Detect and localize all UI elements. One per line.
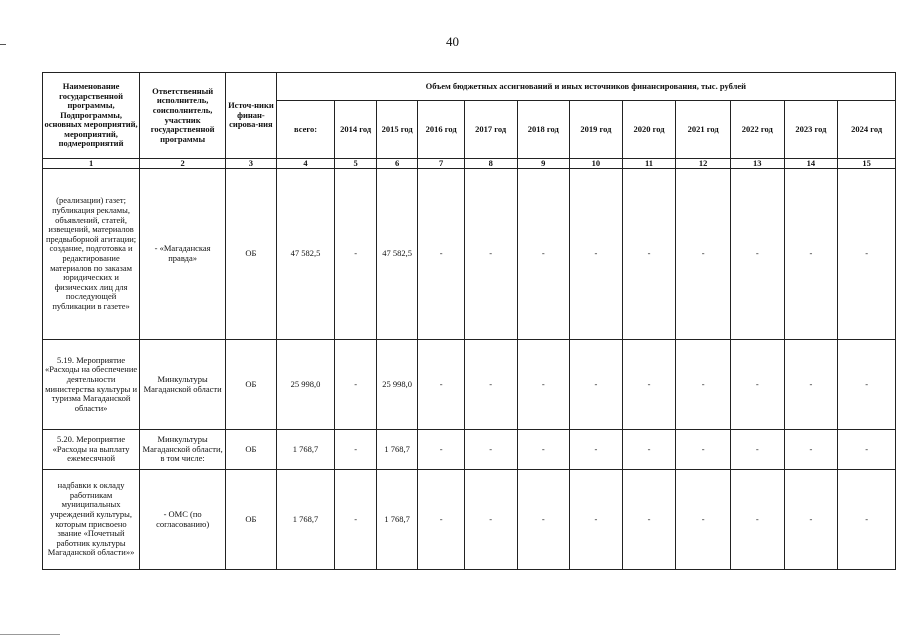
row-value-2019: -: [570, 470, 623, 570]
row-value-2021: -: [676, 430, 731, 470]
header-year-2017: 2017 год: [464, 101, 517, 159]
row-value-2014: -: [335, 470, 376, 570]
row-value-2014: -: [335, 169, 376, 340]
row-value-2016: -: [418, 340, 465, 430]
row-value-2017: -: [464, 470, 517, 570]
column-number: 1: [43, 159, 140, 169]
column-number: 5: [335, 159, 376, 169]
row-value-2022: -: [730, 470, 784, 570]
row-value-2020: -: [622, 169, 676, 340]
row-value-2017: -: [464, 169, 517, 340]
column-number: 6: [376, 159, 417, 169]
row-value-2024: -: [838, 169, 896, 340]
row-value-2015: 1 768,7: [376, 430, 417, 470]
budget-table: [42, 72, 896, 570]
row-total: 47 582,5: [276, 169, 335, 340]
row-value-2017: -: [464, 430, 517, 470]
column-number: 13: [730, 159, 784, 169]
header-year-2024: 2024 год: [838, 101, 896, 159]
row-source: ОБ: [226, 430, 277, 470]
row-value-2023: -: [784, 470, 838, 570]
row-source: ОБ: [226, 169, 277, 340]
row-executor: - ОМС (по согласованию): [140, 470, 226, 570]
row-value-2016: -: [418, 169, 465, 340]
row-value-2015: 47 582,5: [376, 169, 417, 340]
row-value-2021: -: [676, 340, 731, 430]
column-number-row: [43, 159, 896, 169]
header-name: Наименование государственной программы, Подпрограммы, основных мероприятий, мероприятий, подмероприятий: [43, 73, 140, 159]
header-year-2014: 2014 год: [335, 101, 376, 159]
row-executor: - «Магаданская правда»: [140, 169, 226, 340]
column-number: 10: [570, 159, 623, 169]
row-value-2015: 25 998,0: [376, 340, 417, 430]
row-name-continued: надбавки к окладу работникам муниципальных учреждений культуры, которым присвоено звание «Почетный работник культуры Магаданской области»»: [43, 470, 140, 570]
row-value-2020: -: [622, 430, 676, 470]
row-value-2024: -: [838, 470, 896, 570]
row-total: 25 998,0: [276, 340, 335, 430]
header-year-2023: 2023 год: [784, 101, 838, 159]
row-total: 1 768,7: [276, 430, 335, 470]
column-number: 8: [464, 159, 517, 169]
column-number: 2: [140, 159, 226, 169]
row-value-2022: -: [730, 169, 784, 340]
column-number: 9: [517, 159, 570, 169]
row-value-2019: -: [570, 340, 623, 430]
table-row: [43, 430, 896, 470]
header-year-2019: 2019 год: [570, 101, 623, 159]
row-value-2016: -: [418, 470, 465, 570]
row-value-2023: -: [784, 430, 838, 470]
row-value-2018: -: [517, 470, 570, 570]
row-value-2024: -: [838, 430, 896, 470]
row-name: 5.19. Мероприятие «Расходы на обеспечение деятельности министерства культуры и туризма Магаданской области»: [43, 340, 140, 430]
row-source: ОБ: [226, 470, 277, 570]
header-year-2016: 2016 год: [418, 101, 465, 159]
column-number: 4: [276, 159, 335, 169]
row-value-2021: -: [676, 169, 731, 340]
row-value-2022: -: [730, 340, 784, 430]
row-name: (реализации) газет; публикация рекламы, объявлений, статей, извещений, материалов предвыборной агитации; создание, подготовка и редактирование материалов по заказам юридических и физических лиц для последующей публикации в газете»: [43, 169, 140, 340]
header-year-2022: 2022 год: [730, 101, 784, 159]
row-executor: Минкультуры Магаданской области: [140, 340, 226, 430]
row-source: ОБ: [226, 340, 277, 430]
header-source: Источ-ники финан-сирова-ния: [226, 73, 277, 159]
row-value-2015: 1 768,7: [376, 470, 417, 570]
row-value-2018: -: [517, 169, 570, 340]
row-value-2014: -: [335, 430, 376, 470]
row-value-2018: -: [517, 340, 570, 430]
column-number: 7: [418, 159, 465, 169]
row-total: 1 768,7: [276, 470, 335, 570]
row-value-2023: -: [784, 169, 838, 340]
row-value-2014: -: [335, 340, 376, 430]
header-total: всего:: [276, 101, 335, 159]
table-row: [43, 340, 896, 430]
row-value-2019: -: [570, 169, 623, 340]
row-value-2020: -: [622, 340, 676, 430]
column-number: 11: [622, 159, 676, 169]
header-year-2018: 2018 год: [517, 101, 570, 159]
column-number: 15: [838, 159, 896, 169]
header-executor: Ответственный исполнитель, соисполнитель, участник государственной программы: [140, 73, 226, 159]
row-value-2018: -: [517, 430, 570, 470]
table-row: [43, 470, 896, 570]
row-name: 5.20. Мероприятие «Расходы на выплату ежемесячной: [43, 430, 140, 470]
row-value-2023: -: [784, 340, 838, 430]
row-value-2019: -: [570, 430, 623, 470]
scan-edge-line: [0, 634, 60, 635]
header-year-2020: 2020 год: [622, 101, 676, 159]
row-value-2024: -: [838, 340, 896, 430]
row-value-2017: -: [464, 340, 517, 430]
page-number: 40: [446, 34, 459, 49]
row-value-2021: -: [676, 470, 731, 570]
table-row: [43, 169, 896, 340]
header-year-2015: 2015 год: [376, 101, 417, 159]
column-number: 3: [226, 159, 277, 169]
column-number: 14: [784, 159, 838, 169]
row-value-2020: -: [622, 470, 676, 570]
row-executor: Минкультуры Магаданской области, в том числе:: [140, 430, 226, 470]
row-value-2022: -: [730, 430, 784, 470]
header-year-2021: 2021 год: [676, 101, 731, 159]
header-volume: Объем бюджетных ассигнований и иных источников финансирования, тыс. рублей: [276, 73, 895, 101]
row-value-2016: -: [418, 430, 465, 470]
column-number: 12: [676, 159, 731, 169]
